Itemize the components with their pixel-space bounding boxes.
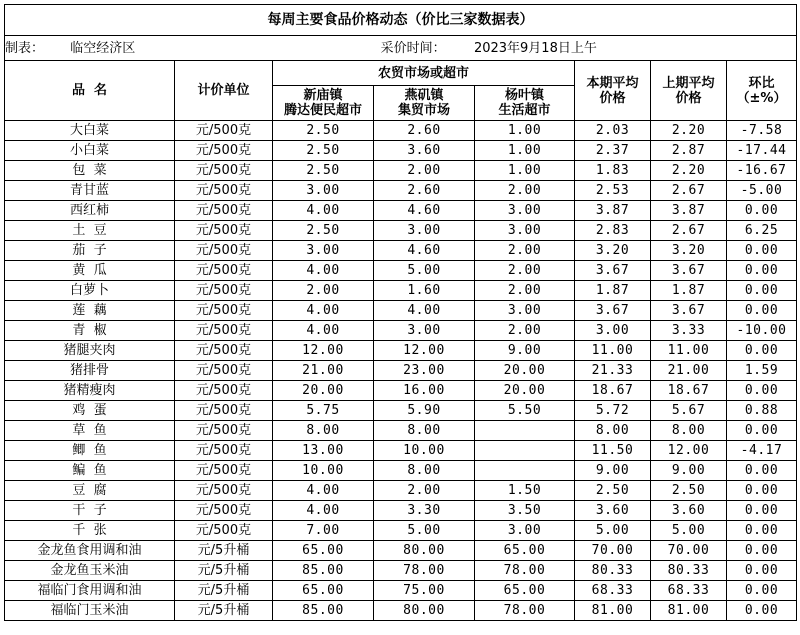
current-avg: 70.00: [575, 541, 651, 561]
price-market1: 85.00: [273, 601, 374, 621]
price-market3: 65.00: [475, 581, 575, 601]
prev-avg: 5.67: [651, 401, 727, 421]
item-name: 青 椒: [5, 321, 175, 341]
price-market1: 4.00: [273, 201, 374, 221]
header-market1: [273, 86, 374, 121]
item-unit: 元/500克: [175, 161, 273, 181]
table-row: [5, 401, 797, 421]
change-percent: 0.00: [727, 301, 797, 321]
item-name: 鸡 蛋: [5, 401, 175, 421]
price-market3: 1.50: [475, 481, 575, 501]
item-name: 鲫 鱼: [5, 441, 175, 461]
prev-avg: 3.20: [651, 241, 727, 261]
change-percent: 0.00: [727, 561, 797, 581]
price-market1: 4.00: [273, 261, 374, 281]
price-market2: 4.60: [374, 241, 475, 261]
header-market2-line1: 燕矶镇: [404, 88, 444, 103]
prev-avg: 2.20: [651, 121, 727, 141]
change-percent: 0.00: [727, 421, 797, 441]
table-row: [5, 321, 797, 341]
prev-avg: 12.00: [651, 441, 727, 461]
price-market3: 78.00: [475, 561, 575, 581]
item-name: 鳊 鱼: [5, 461, 175, 481]
price-market3: 3.50: [475, 501, 575, 521]
change-percent: -10.00: [727, 321, 797, 341]
price-market2: 5.00: [374, 261, 475, 281]
header-market3-line1: 杨叶镇: [504, 88, 544, 103]
price-market3: 78.00: [475, 601, 575, 621]
price-market1: 3.00: [273, 241, 374, 261]
prev-avg: 2.67: [651, 181, 727, 201]
item-name: 白萝卜: [5, 281, 175, 301]
price-market3: 5.50: [475, 401, 575, 421]
price-market1: 21.00: [273, 361, 374, 381]
prev-avg: 11.00: [651, 341, 727, 361]
header-market2-line2: 集贸市场: [397, 103, 450, 118]
change-percent: 0.88: [727, 401, 797, 421]
price-market2: 8.00: [374, 421, 475, 441]
item-unit: 元/5升桶: [175, 561, 273, 581]
header-market-group: 农贸市场或超市: [273, 61, 575, 86]
price-market2: 23.00: [374, 361, 475, 381]
price-market1: 13.00: [273, 441, 374, 461]
table-row: [5, 441, 797, 461]
current-avg: 8.00: [575, 421, 651, 441]
price-market1: 5.75: [273, 401, 374, 421]
price-market1: 20.00: [273, 381, 374, 401]
prev-avg: 2.20: [651, 161, 727, 181]
price-market2: 75.00: [374, 581, 475, 601]
header-change-line2: （±%）: [736, 90, 787, 106]
item-unit: 元/500克: [175, 521, 273, 541]
current-avg: 81.00: [575, 601, 651, 621]
item-name: 福临门玉米油: [5, 601, 175, 621]
current-avg: 2.53: [575, 181, 651, 201]
price-market3: 9.00: [475, 341, 575, 361]
current-avg: 3.00: [575, 321, 651, 341]
table-row: [5, 561, 797, 581]
price-market3: 2.00: [475, 321, 575, 341]
header-name: [5, 61, 175, 121]
price-market1: 65.00: [273, 541, 374, 561]
item-unit: 元/500克: [175, 301, 273, 321]
price-market2: 4.60: [374, 201, 475, 221]
change-percent: 0.00: [727, 481, 797, 501]
price-market3: 3.00: [475, 521, 575, 541]
item-unit: 元/500克: [175, 321, 273, 341]
change-percent: -7.58: [727, 121, 797, 141]
price-market3: 2.00: [475, 281, 575, 301]
header-market1-line2: 腾达便民超市: [283, 103, 362, 118]
price-market2: 8.00: [374, 461, 475, 481]
price-market2: 5.90: [374, 401, 475, 421]
table-row: [5, 121, 797, 141]
change-percent: -16.67: [727, 161, 797, 181]
prev-avg: 81.00: [651, 601, 727, 621]
price-market2: 78.00: [374, 561, 475, 581]
item-unit: 元/500克: [175, 381, 273, 401]
current-avg: 2.03: [575, 121, 651, 141]
current-avg: 5.72: [575, 401, 651, 421]
table-title: 每周主要食品价格动态（价比三家数据表）: [5, 5, 797, 36]
item-unit: 元/500克: [175, 241, 273, 261]
price-market1: 4.00: [273, 321, 374, 341]
price-market2: 80.00: [374, 541, 475, 561]
prev-avg: 3.87: [651, 201, 727, 221]
current-avg: 21.33: [575, 361, 651, 381]
header-prev-avg-line1: 上期平均: [662, 75, 715, 91]
table-row: [5, 161, 797, 181]
change-percent: 0.00: [727, 241, 797, 261]
prev-avg: 70.00: [651, 541, 727, 561]
item-name: 猪腿夹肉: [5, 341, 175, 361]
table-row: [5, 261, 797, 281]
header-change-line1: 环比: [748, 75, 775, 91]
item-name: 青甘蓝: [5, 181, 175, 201]
price-market1: 8.00: [273, 421, 374, 441]
current-avg: 2.50: [575, 481, 651, 501]
item-unit: 元/500克: [175, 361, 273, 381]
price-market1: 4.00: [273, 501, 374, 521]
prev-avg: 68.33: [651, 581, 727, 601]
change-percent: 0.00: [727, 381, 797, 401]
table-row: [5, 501, 797, 521]
change-percent: 0.00: [727, 601, 797, 621]
item-unit: 元/5升桶: [175, 601, 273, 621]
table-row: [5, 601, 797, 621]
item-name: 小白菜: [5, 141, 175, 161]
item-name: 西红柿: [5, 201, 175, 221]
time-label: 采价时间：: [380, 40, 446, 56]
item-name: 包 菜: [5, 161, 175, 181]
current-avg: 3.60: [575, 501, 651, 521]
price-market2: 16.00: [374, 381, 475, 401]
price-market1: 12.00: [273, 341, 374, 361]
item-name: 黄 瓜: [5, 261, 175, 281]
price-market3: 20.00: [475, 381, 575, 401]
prev-avg: 2.50: [651, 481, 727, 501]
table-row: [5, 201, 797, 221]
price-market3: 3.00: [475, 221, 575, 241]
prev-avg: 5.00: [651, 521, 727, 541]
prev-avg: 8.00: [651, 421, 727, 441]
price-market1: 85.00: [273, 561, 374, 581]
change-percent: 6.25: [727, 221, 797, 241]
price-market1: 4.00: [273, 481, 374, 501]
price-market3: [475, 421, 575, 441]
prev-avg: 3.33: [651, 321, 727, 341]
maker-label: 制表：: [5, 40, 45, 56]
header-current-avg: [575, 61, 651, 121]
price-market3: 1.00: [475, 141, 575, 161]
prev-avg: 2.67: [651, 221, 727, 241]
current-avg: 11.50: [575, 441, 651, 461]
prev-avg: 18.67: [651, 381, 727, 401]
change-percent: 0.00: [727, 201, 797, 221]
prev-avg: 9.00: [651, 461, 727, 481]
item-unit: 元/500克: [175, 121, 273, 141]
meta-blank: [575, 36, 797, 61]
current-avg: 5.00: [575, 521, 651, 541]
price-market2: 2.60: [374, 181, 475, 201]
change-percent: 0.00: [727, 581, 797, 601]
prev-avg: 80.33: [651, 561, 727, 581]
change-percent: 0.00: [727, 521, 797, 541]
item-unit: 元/500克: [175, 501, 273, 521]
maker-info: [5, 36, 273, 61]
price-sheet: [4, 4, 796, 621]
price-market3: 3.00: [475, 301, 575, 321]
price-market1: 3.00: [273, 181, 374, 201]
item-name: 土 豆: [5, 221, 175, 241]
price-market3: 2.00: [475, 241, 575, 261]
item-unit: 元/5升桶: [175, 581, 273, 601]
price-market2: 3.00: [374, 321, 475, 341]
prev-avg: 1.87: [651, 281, 727, 301]
table-row: [5, 241, 797, 261]
time-info: [273, 36, 597, 61]
current-avg: 1.87: [575, 281, 651, 301]
header-prev-avg-line2: 价格: [675, 90, 702, 106]
change-percent: 0.00: [727, 341, 797, 361]
change-percent: 0.00: [727, 281, 797, 301]
change-percent: 0.00: [727, 261, 797, 281]
current-avg: 3.67: [575, 261, 651, 281]
current-avg: 2.37: [575, 141, 651, 161]
item-unit: 元/500克: [175, 441, 273, 461]
header-market2: [374, 86, 475, 121]
price-market3: 20.00: [475, 361, 575, 381]
table-row: [5, 181, 797, 201]
current-avg: 3.87: [575, 201, 651, 221]
item-unit: 元/500克: [175, 261, 273, 281]
prev-avg: 2.87: [651, 141, 727, 161]
header-prev-avg: [651, 61, 727, 121]
price-market2: 5.00: [374, 521, 475, 541]
price-market2: 4.00: [374, 301, 475, 321]
price-market3: 2.00: [475, 181, 575, 201]
item-name: 豆 腐: [5, 481, 175, 501]
price-market1: 2.50: [273, 161, 374, 181]
item-name: 猪精瘦肉: [5, 381, 175, 401]
table-row: [5, 281, 797, 301]
prev-avg: 21.00: [651, 361, 727, 381]
item-name: 金龙鱼食用调和油: [5, 541, 175, 561]
item-name: 千 张: [5, 521, 175, 541]
table-row: [5, 341, 797, 361]
item-unit: 元/500克: [175, 181, 273, 201]
price-market1: 2.50: [273, 121, 374, 141]
item-name: 猪排骨: [5, 361, 175, 381]
change-percent: -5.00: [727, 181, 797, 201]
table-row: [5, 141, 797, 161]
change-percent: -4.17: [727, 441, 797, 461]
price-market1: 10.00: [273, 461, 374, 481]
price-market3: 1.00: [475, 161, 575, 181]
price-market3: [475, 441, 575, 461]
item-name: 茄 子: [5, 241, 175, 261]
price-market2: 10.00: [374, 441, 475, 461]
price-market2: 2.00: [374, 161, 475, 181]
header-market3: [475, 86, 575, 121]
price-market2: 12.00: [374, 341, 475, 361]
table-row: [5, 481, 797, 501]
item-name: 福临门食用调和油: [5, 581, 175, 601]
price-market1: 65.00: [273, 581, 374, 601]
price-market2: 2.60: [374, 121, 475, 141]
current-avg: 11.00: [575, 341, 651, 361]
item-name: 干 子: [5, 501, 175, 521]
prev-avg: 3.67: [651, 261, 727, 281]
price-market1: 2.50: [273, 141, 374, 161]
table-row: [5, 421, 797, 441]
current-avg: 80.33: [575, 561, 651, 581]
header-unit: 计价单位: [175, 61, 273, 121]
item-name: 大白菜: [5, 121, 175, 141]
price-table: [4, 4, 797, 621]
current-avg: 68.33: [575, 581, 651, 601]
price-market3: 3.00: [475, 201, 575, 221]
item-unit: 元/500克: [175, 461, 273, 481]
item-unit: 元/500克: [175, 401, 273, 421]
price-market3: 65.00: [475, 541, 575, 561]
change-percent: 0.00: [727, 461, 797, 481]
price-market1: 7.00: [273, 521, 374, 541]
price-market1: 4.00: [273, 301, 374, 321]
current-avg: 18.67: [575, 381, 651, 401]
current-avg: 2.83: [575, 221, 651, 241]
table-row: [5, 221, 797, 241]
item-name: 金龙鱼玉米油: [5, 561, 175, 581]
table-row: [5, 381, 797, 401]
price-market3: 2.00: [475, 261, 575, 281]
item-name: 莲 藕: [5, 301, 175, 321]
item-unit: 元/500克: [175, 421, 273, 441]
table-row: [5, 541, 797, 561]
price-market1: 2.50: [273, 221, 374, 241]
header-current-avg-line2: 价格: [599, 90, 626, 106]
item-unit: 元/500克: [175, 481, 273, 501]
price-market2: 80.00: [374, 601, 475, 621]
price-market2: 3.60: [374, 141, 475, 161]
price-market2: 1.60: [374, 281, 475, 301]
price-market2: 2.00: [374, 481, 475, 501]
current-avg: 1.83: [575, 161, 651, 181]
table-row: [5, 301, 797, 321]
item-unit: 元/500克: [175, 221, 273, 241]
item-unit: 元/500克: [175, 281, 273, 301]
prev-avg: 3.60: [651, 501, 727, 521]
price-market2: 3.30: [374, 501, 475, 521]
change-percent: 0.00: [727, 541, 797, 561]
item-unit: 元/5升桶: [175, 541, 273, 561]
header-market1-line1: 新庙镇: [303, 88, 343, 103]
current-avg: 3.67: [575, 301, 651, 321]
header-current-avg-line1: 本期平均: [586, 75, 639, 91]
item-unit: 元/500克: [175, 341, 273, 361]
price-market1: 2.00: [273, 281, 374, 301]
current-avg: 9.00: [575, 461, 651, 481]
item-unit: 元/500克: [175, 141, 273, 161]
price-market3: 1.00: [475, 121, 575, 141]
change-percent: 1.59: [727, 361, 797, 381]
table-row: [5, 581, 797, 601]
price-market3: [475, 461, 575, 481]
item-unit: 元/500克: [175, 201, 273, 221]
header-name-text: 品 名: [71, 83, 108, 98]
time-value: 2023年9月18日上午: [473, 40, 597, 56]
prev-avg: 3.67: [651, 301, 727, 321]
table-row: [5, 521, 797, 541]
header-market3-line2: 生活超市: [498, 103, 551, 118]
price-market2: 3.00: [374, 221, 475, 241]
table-row: [5, 461, 797, 481]
change-percent: 0.00: [727, 501, 797, 521]
current-avg: 3.20: [575, 241, 651, 261]
table-row: [5, 361, 797, 381]
maker-value: 临空经济区: [70, 40, 136, 56]
header-change: [727, 61, 797, 121]
change-percent: -17.44: [727, 141, 797, 161]
item-name: 草 鱼: [5, 421, 175, 441]
